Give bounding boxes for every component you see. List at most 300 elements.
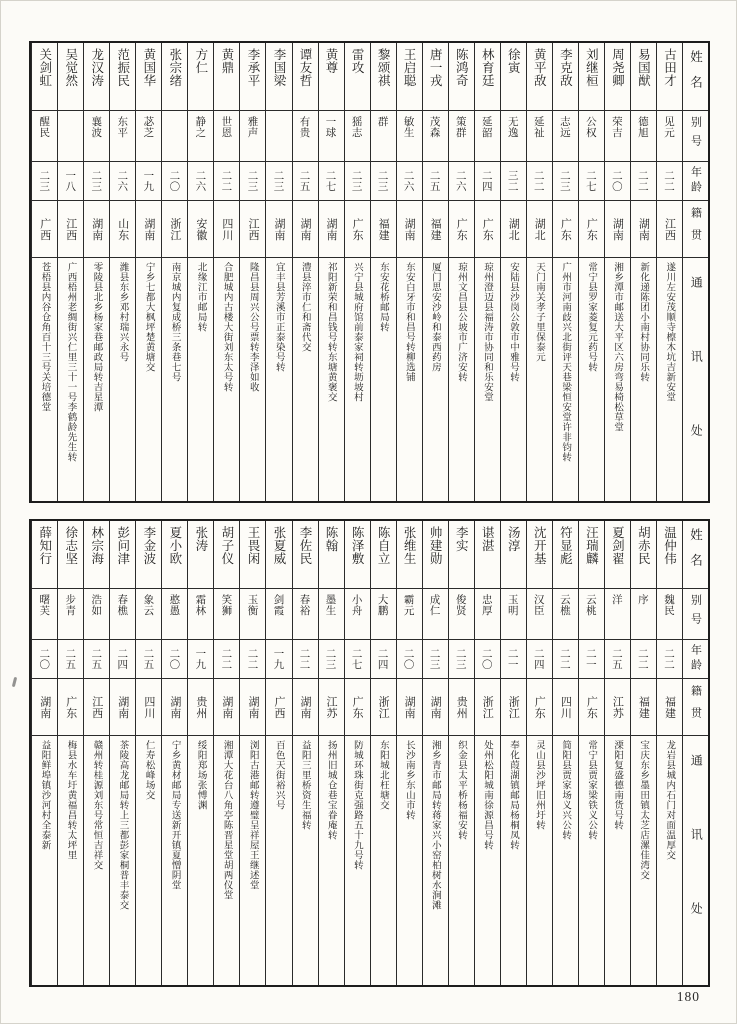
person-name-cell	[371, 521, 396, 588]
person-origin-cell	[293, 678, 318, 735]
person-origin-cell	[527, 200, 552, 257]
person-name-cell	[319, 521, 344, 588]
person-origin-cell	[32, 200, 57, 257]
person-name: 关剑虹	[37, 48, 53, 87]
person-age-cell	[345, 161, 370, 200]
person-origin-cell	[423, 678, 448, 735]
person-name-cell	[449, 43, 474, 110]
person-origin-cell	[266, 678, 291, 735]
person-address-cell	[345, 735, 370, 985]
person-age: 二二	[246, 648, 259, 670]
person-alias-cell	[84, 110, 109, 161]
person-address-cell	[423, 257, 448, 501]
person-origin: 湖南	[611, 217, 625, 241]
person-address-cell	[475, 735, 500, 985]
person-column	[474, 521, 500, 985]
person-name-cell	[84, 43, 109, 110]
person-alias: 曙芙	[38, 594, 51, 616]
person-age: 一九	[194, 648, 207, 670]
person-origin-cell	[475, 678, 500, 735]
person-name: 汤淳	[506, 526, 522, 552]
person-name: 张宗绪	[167, 48, 183, 87]
person-column	[552, 43, 578, 501]
person-age-cell	[110, 161, 135, 200]
person-address: 南京城内复成桥三条巷七号	[169, 262, 181, 382]
person-alias-cell	[319, 110, 344, 161]
person-age-cell	[397, 639, 422, 678]
person-column	[578, 521, 604, 985]
person-name: 唐一戎	[428, 48, 444, 87]
person-origin: 湖南	[246, 695, 260, 719]
person-alias: 德旭	[636, 116, 649, 138]
person-origin-cell	[214, 678, 239, 735]
person-alias: 策群	[454, 116, 467, 138]
person-alias-cell	[397, 588, 422, 639]
person-column	[109, 43, 135, 501]
person-name: 刘继桓	[584, 48, 600, 87]
person-origin-cell	[631, 200, 656, 257]
person-name: 帅建勋	[428, 526, 444, 565]
person-column	[630, 521, 656, 985]
person-origin-cell	[266, 200, 291, 257]
person-age: 二三	[272, 170, 285, 192]
person-name-cell	[136, 521, 161, 588]
person-address-cell	[527, 735, 552, 985]
person-name: 李承平	[245, 48, 261, 87]
person-age-cell	[475, 639, 500, 678]
person-origin-cell	[553, 678, 578, 735]
person-address: 东阳城北枉塘交	[377, 740, 389, 810]
person-alias-cell	[527, 110, 552, 161]
person-origin-cell	[579, 200, 604, 257]
person-address: 茶陵高龙邮局转上三都彭家桐普丰泰交	[117, 740, 129, 910]
row-header-alias-cell	[683, 588, 708, 639]
person-alias-cell	[423, 110, 448, 161]
person-age: 二三	[558, 170, 571, 192]
person-alias-cell	[553, 588, 578, 639]
person-origin: 湖南	[116, 695, 130, 719]
person-alias-cell	[188, 110, 213, 161]
person-origin: 贵州	[194, 695, 208, 719]
person-age: 二二	[220, 648, 233, 670]
person-age-cell	[605, 639, 630, 678]
person-age-cell	[527, 639, 552, 678]
person-address-cell	[84, 257, 109, 501]
person-alias: 象云	[142, 594, 155, 616]
person-age: 二二	[532, 170, 545, 192]
person-age-cell	[605, 161, 630, 200]
person-name-cell	[110, 43, 135, 110]
person-age-cell	[345, 639, 370, 678]
person-alias-cell	[579, 588, 604, 639]
person-column	[213, 521, 239, 985]
person-alias: 春樵	[116, 594, 129, 616]
person-age: 二〇	[168, 648, 181, 670]
person-address-cell	[214, 257, 239, 501]
person-address-cell	[475, 257, 500, 501]
person-alias: 荣吉	[610, 116, 623, 138]
person-origin-cell	[319, 200, 344, 257]
person-origin-cell	[605, 678, 630, 735]
person-name-cell	[214, 43, 239, 110]
person-alias-cell	[58, 588, 83, 639]
person-age: 二二	[662, 648, 675, 670]
person-age-cell	[110, 639, 135, 678]
person-origin: 湖南	[403, 695, 417, 719]
person-name: 林育廷	[480, 48, 496, 87]
person-alias: 静之	[194, 116, 207, 138]
person-name: 黎颂祺	[376, 48, 392, 87]
person-age-cell	[240, 161, 265, 200]
person-origin: 浙江	[377, 695, 391, 719]
person-alias: 东平	[116, 116, 129, 138]
person-address: 琼州文昌县公坡市广济安转	[455, 262, 467, 382]
person-address: 宜丰县芳溪市正泰染号转	[273, 262, 285, 372]
person-origin: 四川	[559, 695, 573, 719]
person-origin-cell	[345, 678, 370, 735]
person-column	[578, 43, 604, 501]
person-column	[83, 43, 109, 501]
person-name-cell	[214, 521, 239, 588]
person-name: 夏剑翟	[610, 526, 626, 565]
person-name: 李克敌	[558, 48, 574, 87]
person-origin: 四川	[220, 217, 234, 241]
person-age-cell	[553, 161, 578, 200]
person-origin: 湖南	[299, 217, 313, 241]
person-age: 二二	[636, 170, 649, 192]
person-origin: 湖北	[507, 217, 521, 241]
person-address-cell	[631, 735, 656, 985]
person-address-cell	[266, 735, 291, 985]
person-column	[292, 43, 318, 501]
person-column	[344, 43, 370, 501]
person-origin-cell	[214, 200, 239, 257]
person-alias-cell	[240, 588, 265, 639]
person-name: 周尧卿	[610, 48, 626, 87]
person-address: 湘乡青市邮局转蒋家兴小窑柏树水涧滩	[429, 740, 441, 910]
person-name: 陈自立	[376, 526, 392, 565]
person-address-cell	[240, 735, 265, 985]
person-alias: 茂森	[428, 116, 441, 138]
person-name-cell	[397, 521, 422, 588]
row-header-column	[682, 43, 708, 501]
person-address-cell	[449, 735, 474, 985]
person-alias-cell	[32, 110, 57, 161]
person-alias: 群	[376, 116, 389, 127]
person-age: 二四	[532, 648, 545, 670]
person-column	[370, 43, 396, 501]
person-origin: 湖南	[299, 695, 313, 719]
person-name-cell	[553, 43, 578, 110]
person-origin: 湖南	[38, 695, 52, 719]
person-name-cell	[32, 43, 57, 110]
person-origin-cell	[605, 200, 630, 257]
person-address: 零陵县北乡杨家巷邮政局转吉星潭	[91, 262, 103, 412]
person-alias-cell	[58, 110, 83, 161]
person-alias: 延韶	[480, 116, 493, 138]
person-address-cell	[501, 257, 526, 501]
person-name: 夏小欧	[167, 526, 183, 565]
person-name-cell	[188, 43, 213, 110]
person-alias: 步青	[64, 594, 77, 616]
person-column	[630, 43, 656, 501]
person-origin: 江西	[64, 217, 78, 241]
person-age: 二二	[220, 170, 233, 192]
person-origin-cell	[136, 200, 161, 257]
person-column	[213, 43, 239, 501]
person-alias-cell	[475, 110, 500, 161]
person-address-cell	[605, 735, 630, 985]
person-age-cell	[32, 161, 57, 200]
person-alias: 洋	[610, 594, 623, 605]
person-alias: 小舟	[350, 594, 363, 616]
person-name-cell	[240, 43, 265, 110]
person-alias-cell	[136, 110, 161, 161]
person-age-cell	[501, 161, 526, 200]
person-address: 天门南关孝子里保泰元	[534, 262, 546, 362]
person-age-cell	[84, 639, 109, 678]
person-origin: 广东	[64, 695, 78, 719]
person-column	[370, 521, 396, 985]
person-origin-cell	[657, 678, 682, 735]
person-origin: 湖南	[403, 217, 417, 241]
person-name-cell	[657, 521, 682, 588]
person-alias-cell	[553, 110, 578, 161]
person-name: 沈开基	[532, 526, 548, 565]
person-age: 二六	[402, 170, 415, 192]
person-name: 徐寅	[506, 48, 522, 74]
person-address-cell	[371, 257, 396, 501]
person-age: 二五	[64, 648, 77, 670]
person-name: 黄鼎	[219, 48, 235, 74]
person-address: 潍县东乡邓村瑞兴永号	[117, 262, 129, 362]
directory-table-upper	[29, 41, 710, 503]
person-origin-cell	[397, 678, 422, 735]
person-alias: 大鹏	[376, 594, 389, 616]
person-origin-cell	[501, 678, 526, 735]
person-alias-cell	[345, 588, 370, 639]
person-age: 二〇	[480, 648, 493, 670]
person-age: 二七	[350, 648, 363, 670]
person-address-cell	[188, 257, 213, 501]
person-origin: 安徽	[194, 217, 208, 241]
person-age-cell	[371, 639, 396, 678]
person-address: 处州松阳城南徐源昌号转	[481, 740, 493, 850]
person-address-cell	[266, 257, 291, 501]
person-address: 兴宁县城府馆前泰家祠转坜坡村	[351, 262, 363, 402]
person-column	[526, 43, 552, 501]
person-origin: 福建	[429, 217, 443, 241]
person-alias: 忠厚	[480, 594, 493, 616]
person-age: 二〇	[402, 648, 415, 670]
person-age-cell	[319, 161, 344, 200]
person-alias-cell	[527, 588, 552, 639]
person-age-cell	[136, 639, 161, 678]
person-age: 二六	[194, 170, 207, 192]
person-name: 汪瑞麟	[584, 526, 600, 565]
person-age: 二〇	[38, 648, 51, 670]
person-address-cell	[84, 735, 109, 985]
person-name: 胡赤民	[636, 526, 652, 565]
person-name: 林宗海	[89, 526, 105, 565]
person-name: 彭问津	[115, 526, 131, 565]
person-age: 二五	[142, 648, 155, 670]
person-address: 琼州澄迈县福涛市协同和乐安堂	[481, 262, 493, 402]
person-alias-cell	[345, 110, 370, 161]
person-address: 仁寿松峰场交	[143, 740, 155, 800]
person-age: 二二	[558, 648, 571, 670]
person-age-cell	[631, 161, 656, 200]
person-origin: 江西	[663, 217, 677, 241]
person-column	[57, 521, 83, 985]
person-age: 二三	[324, 648, 337, 670]
person-origin-cell	[553, 200, 578, 257]
row-header-origin-cell	[683, 678, 708, 735]
row-header-alias-cell	[683, 110, 708, 161]
person-age: 二二	[298, 648, 311, 670]
person-column	[318, 43, 344, 501]
person-name-cell	[579, 43, 604, 110]
person-alias: 猺志	[350, 116, 363, 138]
person-age-cell	[423, 639, 448, 678]
person-name: 黄平敌	[532, 48, 548, 87]
person-origin-cell	[345, 200, 370, 257]
person-origin-cell	[240, 200, 265, 257]
person-address-cell	[553, 735, 578, 985]
person-age: 二〇	[610, 170, 623, 192]
person-name-cell	[423, 521, 448, 588]
person-origin: 湖南	[142, 217, 156, 241]
row-header-age: 年龄	[689, 644, 703, 674]
person-age: 二三	[376, 170, 389, 192]
person-address: 东安白牙市和昌号转柳选铺	[403, 262, 415, 382]
person-address: 合肥城内古楼大街刘东太号转	[221, 262, 233, 392]
person-age: 一九	[272, 648, 285, 670]
person-alias-cell	[214, 110, 239, 161]
person-age-cell	[162, 161, 187, 200]
person-address: 简阳县贾家场义兴公转	[560, 740, 572, 840]
person-name-cell	[240, 521, 265, 588]
person-alias-cell	[657, 588, 682, 639]
person-age-cell	[371, 161, 396, 200]
person-address-cell	[58, 735, 83, 985]
person-origin: 贵州	[455, 695, 469, 719]
person-name-cell	[188, 521, 213, 588]
person-column	[422, 43, 448, 501]
person-alias-cell	[475, 588, 500, 639]
person-address-cell	[631, 257, 656, 501]
person-alias-cell	[501, 588, 526, 639]
person-address: 长沙南乡东山市转	[403, 740, 415, 820]
person-address: 宁乡黄材邮局专送新开镇夏憎阴堂	[169, 740, 181, 890]
person-address-cell	[162, 257, 187, 501]
person-alias-cell	[605, 588, 630, 639]
person-alias: 襄波	[90, 116, 103, 138]
row-header-age-cell	[683, 639, 708, 678]
person-age-cell	[293, 639, 318, 678]
person-age-cell	[475, 161, 500, 200]
person-origin-cell	[371, 200, 396, 257]
person-name-cell	[501, 43, 526, 110]
person-alias-cell	[319, 588, 344, 639]
person-age-cell	[84, 161, 109, 200]
row-header-name: 姓名	[688, 50, 704, 101]
person-age: 二三	[246, 170, 259, 192]
person-name: 徐志坚	[63, 526, 79, 565]
person-address-cell	[136, 257, 161, 501]
person-column	[135, 43, 161, 501]
person-name: 李金波	[141, 526, 157, 565]
person-age: 二五	[428, 170, 441, 192]
person-alias: 魏民	[662, 594, 675, 616]
row-header-address-cell	[683, 735, 708, 985]
person-age-cell	[579, 639, 604, 678]
person-alias-cell	[579, 110, 604, 161]
person-origin-cell	[319, 678, 344, 735]
person-address-cell	[657, 735, 682, 985]
person-alias: 序	[636, 594, 649, 605]
person-age-cell	[397, 161, 422, 200]
person-age: 二三	[454, 648, 467, 670]
person-alias: 见元	[662, 116, 675, 138]
row-header-origin: 籍贯	[689, 207, 703, 251]
person-origin-cell	[423, 200, 448, 257]
person-alias-cell	[266, 588, 291, 639]
person-address-cell	[319, 735, 344, 985]
person-alias: 公权	[584, 116, 597, 138]
person-name-cell	[423, 43, 448, 110]
person-origin-cell	[631, 678, 656, 735]
person-column	[239, 521, 265, 985]
person-origin: 湖南	[325, 217, 339, 241]
person-age: 二四	[376, 648, 389, 670]
person-alias-cell	[32, 588, 57, 639]
person-address: 隆昌县周兴公号票转李泽如收	[247, 262, 259, 392]
person-age: 二四	[480, 170, 493, 192]
person-age-cell	[266, 161, 291, 200]
person-origin: 广东	[351, 695, 365, 719]
person-age-cell	[58, 161, 83, 200]
person-address-cell	[240, 257, 265, 501]
person-name-cell	[110, 521, 135, 588]
person-column	[500, 521, 526, 985]
person-origin: 福建	[663, 695, 677, 719]
person-alias: 云桃	[584, 594, 597, 616]
person-alias: 成仁	[428, 594, 441, 616]
person-origin: 湖南	[429, 695, 443, 719]
person-column	[318, 521, 344, 985]
person-name: 胡子仪	[219, 526, 235, 565]
person-origin: 广东	[481, 217, 495, 241]
row-header-origin: 籍贯	[689, 685, 703, 729]
person-origin: 湖南	[220, 695, 234, 719]
person-origin-cell	[293, 200, 318, 257]
person-age: 二四	[116, 648, 129, 670]
person-name: 张维生	[402, 526, 418, 565]
person-address: 遂川左安茂顺寺檫木坑吉新安堂	[664, 262, 676, 402]
person-origin: 江西	[90, 695, 104, 719]
person-age-cell	[214, 161, 239, 200]
person-age: 二〇	[168, 170, 181, 192]
person-name: 李佐民	[298, 526, 314, 565]
person-alias-cell	[631, 588, 656, 639]
row-header-alias: 别号	[689, 594, 703, 632]
person-address-cell	[32, 735, 57, 985]
person-name-cell	[631, 521, 656, 588]
person-alias: 无逸	[506, 116, 519, 138]
person-age: 二五	[90, 648, 103, 670]
person-name-cell	[475, 43, 500, 110]
